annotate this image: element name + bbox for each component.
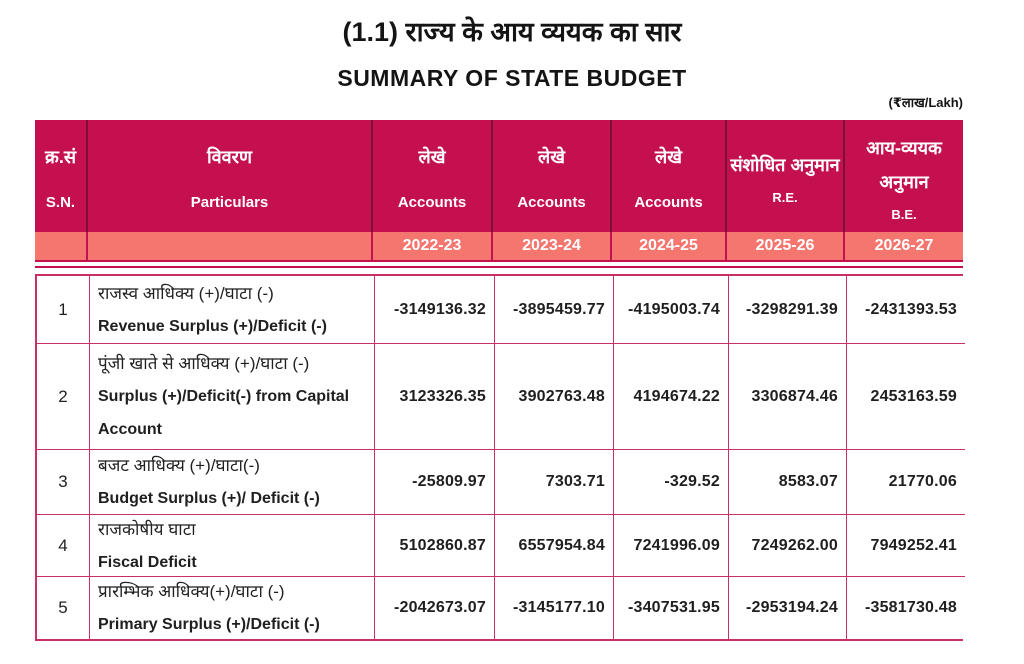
value-cell: -2431393.53 — [847, 276, 965, 344]
value-cell: 7241996.09 — [614, 515, 729, 577]
value-cell: 7949252.41 — [847, 515, 965, 577]
value-cell: 5102860.87 — [375, 515, 495, 577]
particulars-hindi: बजट आधिक्य (+)/घाटा(-) — [98, 456, 260, 475]
table-body — [35, 274, 963, 641]
column-header-english: Accounts — [634, 193, 703, 211]
sn-cell: 4 — [37, 515, 90, 577]
sn-cell: 3 — [37, 450, 90, 515]
page-title-hindi: (1.1) राज्य के आय व्ययक का सार — [342, 17, 682, 47]
column-header-english: B.E. — [891, 206, 917, 222]
particulars-english: Budget Surplus (+)/ Deficit (-) — [98, 490, 320, 507]
value-cell: 6557954.84 — [495, 515, 614, 577]
column-header-english: Particulars — [190, 193, 269, 211]
value-cell: -3407531.95 — [614, 577, 729, 639]
particulars-english: Fiscal Deficit — [98, 553, 197, 571]
table-header-row — [35, 120, 963, 232]
value-cell: 8583.07 — [729, 450, 847, 515]
value-cell: 3123326.35 — [375, 344, 495, 450]
year-cell: 2026-27 — [845, 232, 963, 260]
value-cell: 4194674.22 — [614, 344, 729, 450]
value-cell: 21770.06 — [847, 450, 965, 515]
particulars-english: Surplus (+)/Deficit(-) from Capital Account — [98, 388, 350, 438]
sn-cell: 2 — [37, 344, 90, 450]
particulars-cell — [90, 577, 375, 639]
column-header-hindi: लेखे — [538, 146, 565, 167]
value-cell: -3145177.10 — [495, 577, 614, 639]
particulars-hindi: पूंजी खाते से आधिक्य (+)/घाटा (-) — [98, 354, 310, 373]
budget-summary-table — [35, 120, 963, 641]
particulars-cell — [90, 450, 375, 515]
column-header-hindi: संशोधित अनुमान — [730, 154, 840, 175]
value-cell: 2453163.59 — [847, 344, 965, 450]
particulars-cell — [90, 344, 375, 450]
value-cell: 7303.71 — [495, 450, 614, 515]
column-header-english: R.E. — [772, 189, 798, 205]
column-header-accounts-2024-25 — [612, 120, 727, 232]
column-header-sn — [35, 120, 88, 232]
sn-cell: 5 — [37, 577, 90, 639]
particulars-cell — [90, 276, 375, 344]
year-band-row — [35, 232, 963, 262]
column-header-particulars — [88, 120, 373, 232]
value-cell: -329.52 — [614, 450, 729, 515]
value-cell: 7249262.00 — [729, 515, 847, 577]
column-header-hindi: लेखे — [418, 146, 446, 167]
column-header-hindi: लेखे — [655, 146, 682, 167]
year-cell-empty — [35, 232, 88, 260]
particulars-hindi: राजस्व आधिक्य (+)/घाटा (-) — [98, 283, 274, 303]
particulars-cell — [90, 515, 375, 577]
column-header-english: Accounts — [397, 193, 467, 211]
page-title-english: SUMMARY OF STATE BUDGET — [337, 65, 687, 91]
value-cell: -4195003.74 — [614, 276, 729, 344]
unit-note: (₹लाख/Lakh) — [888, 95, 963, 110]
value-cell: -2953194.24 — [729, 577, 847, 639]
value-cell: -3149136.32 — [375, 276, 495, 344]
year-cell: 2025-26 — [727, 232, 845, 260]
column-header-accounts-2023-24 — [493, 120, 612, 232]
column-header-budget-estimate — [845, 120, 963, 232]
particulars-hindi: राजकोषीय घाटा — [98, 519, 196, 539]
value-cell: -25809.97 — [375, 450, 495, 515]
value-cell: 3306874.46 — [729, 344, 847, 450]
column-header-english: S.N. — [45, 193, 76, 211]
value-cell: -3298291.39 — [729, 276, 847, 344]
column-header-hindi: आय-व्ययक अनुमान — [866, 137, 942, 192]
value-cell: 3902763.48 — [495, 344, 614, 450]
year-cell: 2023-24 — [493, 232, 612, 260]
year-cell: 2024-25 — [612, 232, 727, 260]
column-header-accounts-2022-23 — [373, 120, 493, 232]
particulars-english: Revenue Surplus (+)/Deficit (-) — [98, 317, 327, 335]
column-header-hindi: विवरण — [206, 146, 253, 167]
sn-cell: 1 — [37, 276, 90, 344]
particulars-hindi: प्रारम्भिक आधिक्य(+)/घाटा (-) — [98, 582, 285, 601]
column-header-hindi: क्र.सं — [45, 146, 76, 167]
value-cell: -3581730.48 — [847, 577, 965, 639]
value-cell: -2042673.07 — [375, 577, 495, 639]
column-header-revised-estimate — [727, 120, 845, 232]
year-cell: 2022-23 — [373, 232, 493, 260]
particulars-english: Primary Surplus (+)/Deficit (-) — [98, 616, 320, 633]
year-cell-empty — [88, 232, 373, 260]
column-header-english: Accounts — [517, 193, 586, 211]
value-cell: -3895459.77 — [495, 276, 614, 344]
